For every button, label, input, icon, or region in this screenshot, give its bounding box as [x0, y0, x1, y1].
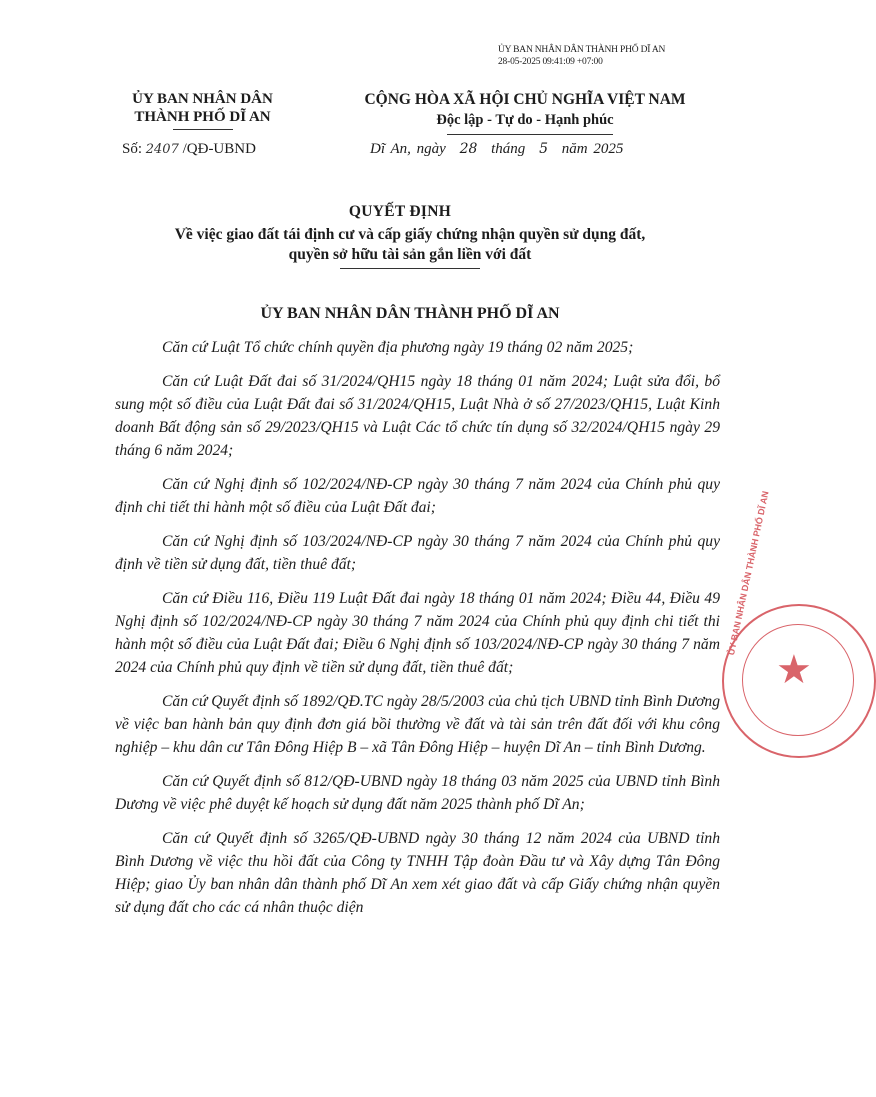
agency-line-2: THÀNH PHỐ DĨ AN: [134, 109, 271, 125]
agency-underline: [173, 129, 233, 130]
month-label: tháng: [491, 141, 526, 157]
document-number: [122, 141, 256, 158]
seal-text: ỦY BAN NHÂN DÂN THÀNH PHỐ DĨ AN: [726, 490, 771, 657]
agency-header: [100, 90, 305, 130]
paragraph: Căn cứ Quyết định số 1892/QĐ.TC ngày 28/5/2003 của chủ tịch UBND tỉnh Bình Dương về việc ban hành bản quy định đơn giá bồi thường về đất và tài sản trên đất đối với khu công nghiệp – khu dân cư Tân Đông Hiệp B – xã Tân Đông Hiệp – huyện Dĩ An – tỉnh Bình Dương.: [115, 693, 720, 756]
paragraph: Căn cứ Nghị định số 103/2024/NĐ-CP ngày 30 tháng 7 năm 2024 của Chính phủ quy định về tiền sử dụng đất, tiền thuê đất;: [115, 533, 720, 573]
paragraph: Căn cứ Luật Tổ chức chính quyền địa phương ngày 19 tháng 02 năm 2025;: [162, 339, 634, 356]
national-header: [325, 90, 725, 130]
paragraph: Căn cứ Quyết định số 3265/QĐ-UBND ngày 30 tháng 12 năm 2024 của UBND tỉnh Bình Dương về việc thu hồi đất của Công ty TNHH Tập đoàn Đầu tư và Xây dựng Tân Đông Hiệp; giao Ủy ban nhân dân thành phố Dĩ An xem xét giao đất và cấp Giấy chứng nhận quyền sử dụng đất cho các cá nhân thuộc diện: [115, 830, 720, 916]
subtitle-line-2: quyền sở hữu tài sản gắn liền với đất: [288, 246, 532, 263]
star-icon: ★: [776, 647, 812, 692]
date-month: 5: [539, 141, 548, 157]
paragraph: Căn cứ Quyết định số 812/QĐ-UBND ngày 18 tháng 03 năm 2025 của UBND tỉnh Bình Dương về việc phê duyệt kế hoạch sử dụng đất năm 2025 thành phố Dĩ An;: [115, 773, 720, 813]
subtitle-underline: [340, 268, 480, 269]
ref-suffix: /QĐ-UBND: [182, 141, 256, 157]
ref-prefix: Số:: [122, 141, 143, 157]
issuing-authority: ỦY BAN NHÂN DÂN THÀNH PHỐ DĨ AN: [260, 305, 560, 322]
nation-name: CỘNG HÒA XÃ HỘI CHỦ NGHĨA VIỆT NAM: [364, 91, 686, 108]
subtitle-line-1: Về việc giao đất tái định cư và cấp giấy chứng nhận quyền sử dụng đất,: [174, 226, 646, 243]
ref-number: 2407: [145, 142, 179, 157]
year-label: năm 2025: [561, 141, 624, 157]
national-motto: Độc lập - Tự do - Hạnh phúc: [436, 112, 614, 128]
place-date: [370, 141, 623, 158]
document-title: QUYẾT ĐỊNH: [348, 203, 452, 220]
digital-signature-stamp: [498, 44, 718, 68]
official-seal: [722, 490, 876, 758]
paragraph: Căn cứ Nghị định số 102/2024/NĐ-CP ngày 30 tháng 7 năm 2024 của Chính phủ quy định chi tiết thi hành một số điều của Luật Đất đai;: [115, 476, 720, 516]
place-prefix: Dĩ An, ngày: [370, 141, 446, 157]
agency-line-1: ỦY BAN NHÂN DÂN: [132, 91, 273, 107]
signature-issuer: ỦY BAN NHÂN DÂN THÀNH PHỐ DĨ AN: [498, 45, 666, 55]
paragraph: Căn cứ Điều 116, Điều 119 Luật Đất đai ngày 18 tháng 01 năm 2024; Điều 44, Điều 49 Nghị định số 102/2024/NĐ-CP ngày 30 tháng 7 năm 2024 của Chính phủ quy định chi tiết thi hành một số điều của Luật Đất đai; Điều 6 Nghị định số 103/2024/NĐ-CP ngày 30 tháng 7 năm 2024 của Chính phủ quy định về tiền sử dụng đất, tiền thuê đất;: [115, 590, 720, 676]
motto-underline: [447, 134, 613, 135]
document-subtitle: [100, 225, 720, 269]
document-body: [115, 336, 720, 930]
date-day: 28: [459, 141, 478, 157]
paragraph: Căn cứ Luật Đất đai số 31/2024/QH15 ngày 18 tháng 01 năm 2024; Luật sửa đổi, bổ sung một số điều của Luật Đất đai số 31/2024/QH15, Luật Nhà ở số 27/2023/QH15, Luật Kinh doanh Bất động sản số 29/2023/QH15 và Luật Các tổ chức tín dụng số 32/2024/QH15 ngày 29 tháng 6 năm 2024;: [115, 373, 720, 459]
signature-timestamp: 28-05-2025 09:41:09 +07:00: [498, 57, 603, 67]
